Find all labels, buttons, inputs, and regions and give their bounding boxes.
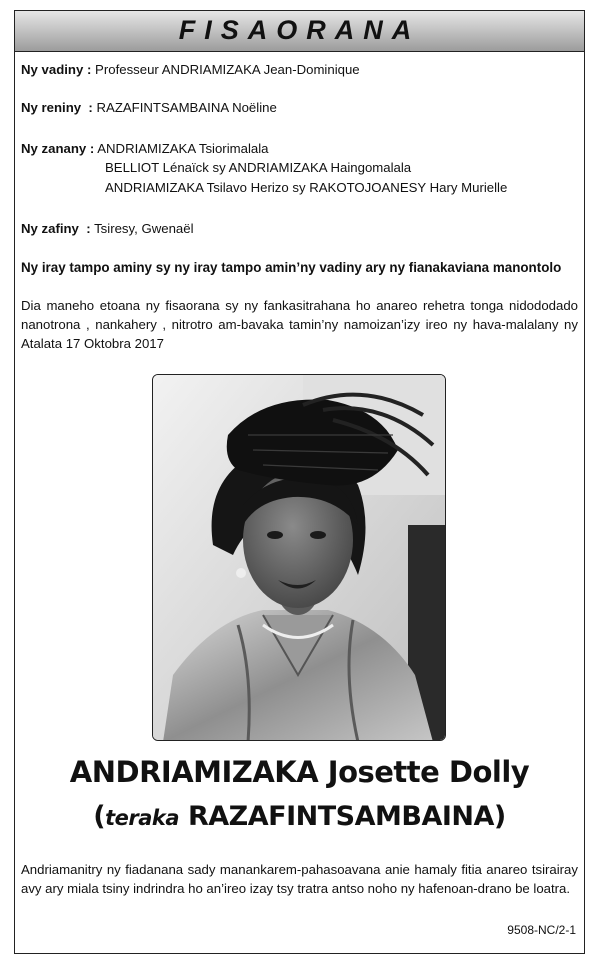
grandchildren-value: Tsiresy, Gwenaël bbox=[94, 221, 194, 236]
maiden-name: RAZAFINTSAMBAINA) bbox=[187, 801, 506, 832]
child-3: ANDRIAMIZAKA Tsilavo Herizo sy RAKOTOJOANESY Hary Murielle bbox=[105, 180, 508, 195]
portrait-illustration bbox=[153, 375, 446, 741]
relatives-line: Ny iray tampo aminy sy ny iray tampo amin’ny vadiny ary ny fianakaviana manontolo bbox=[21, 260, 562, 275]
colon: : bbox=[83, 62, 92, 77]
intro-paragraph: Dia maneho etoana ny fisaorana sy ny fankasitrahana ho anareo rehetra tonga nidododado nanotrona , nankahery , nitrotro am-bavaka tamin’ny namoizan’izy ireo ny hava-malalany ny Atalata 17 Oktobra 2017 bbox=[21, 298, 578, 351]
notice-frame bbox=[14, 10, 585, 954]
colon: : bbox=[81, 100, 93, 115]
reference-code: 9508-NC/2-1 bbox=[507, 923, 576, 937]
children-row bbox=[21, 140, 268, 157]
child-1: ANDRIAMIZAKA Tsiorimalala bbox=[97, 141, 269, 156]
father-label: Ny vadiny bbox=[21, 62, 84, 77]
child-2: BELLIOT Lénaïck sy ANDRIAMIZAKA Haingomalala bbox=[105, 160, 412, 175]
colon: : bbox=[78, 221, 91, 236]
closing-paragraph: Andriamanitry ny fiadanana sady manankarem-pahasoavana anie hamaly fitia anareo tsirairay avy ary miala tsiny indrindra ho an’ireo izay tsy tratra antso noho ny hafenoan-drano be loatra. bbox=[21, 862, 578, 896]
children-label: Ny zanany bbox=[21, 141, 87, 156]
notice-title: FISAORANA bbox=[178, 15, 421, 45]
maiden-name-line bbox=[15, 801, 584, 832]
father-row bbox=[21, 61, 360, 78]
grandchildren-row bbox=[21, 220, 194, 237]
deceased-name: ANDRIAMIZAKA Josette Dolly bbox=[69, 755, 530, 789]
mother-row bbox=[21, 99, 277, 116]
maiden-prefix: teraka bbox=[105, 806, 180, 830]
father-value: Professeur ANDRIAMIZAKA Jean-Dominique bbox=[95, 62, 360, 77]
colon: : bbox=[86, 141, 95, 156]
title-banner bbox=[15, 11, 584, 52]
mother-value: RAZAFINTSAMBAINA Noëline bbox=[96, 100, 277, 115]
portrait-photo bbox=[152, 374, 446, 741]
grandchildren-label: Ny zafiny bbox=[21, 221, 79, 236]
maiden-open-paren: ( bbox=[93, 801, 106, 832]
mother-label: Ny reniny bbox=[21, 100, 82, 115]
